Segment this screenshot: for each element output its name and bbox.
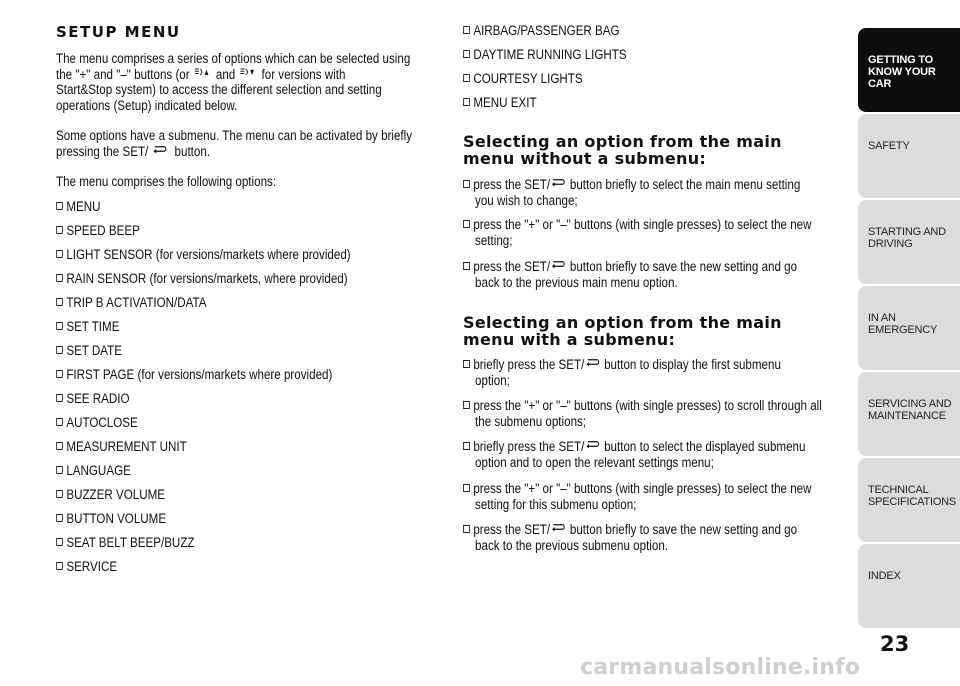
- list-item: AIRBAG/PASSENGER BAG: [463, 23, 620, 39]
- bullet-square-icon: [463, 525, 470, 533]
- bullet-square-icon: [463, 442, 470, 450]
- page-number: 23: [880, 632, 910, 656]
- bullet-square-icon: [463, 74, 470, 82]
- list-item: BUZZER VOLUME: [56, 487, 165, 503]
- light-down-icon: [239, 67, 254, 77]
- bullet-square-icon: [56, 202, 63, 210]
- bullet-square-icon: [463, 26, 470, 34]
- step-item: press the SET/ button briefly to select the main menu setting you wish to change;: [463, 177, 847, 208]
- list-item: SPEED BEEP: [56, 223, 140, 239]
- step-item: press the "+" or "–" buttons (with single presses) to select the new setting;: [463, 217, 847, 248]
- bullet-square-icon: [463, 401, 470, 409]
- list-item: MENU EXIT: [463, 95, 537, 111]
- tab-starting-and-driving[interactable]: STARTING AND DRIVING: [858, 200, 960, 284]
- tab-safety[interactable]: SAFETY: [858, 114, 960, 198]
- list-item: LIGHT SENSOR (for versions/markets where provided): [56, 247, 351, 263]
- step-item: briefly press the SET/ button to display the first submenu option;: [463, 357, 847, 388]
- bullet-square-icon: [56, 226, 63, 234]
- list-item: SEAT BELT BEEP/BUZZ: [56, 535, 195, 551]
- submenu-paragraph: Some options have a submenu. The menu can be activated by briefly pressing the SET/ button.: [56, 128, 413, 159]
- bullet-square-icon: [463, 484, 470, 492]
- list-item: MENU: [56, 199, 101, 215]
- bullet-square-icon: [56, 442, 63, 450]
- bullet-square-icon: [56, 322, 63, 330]
- list-item: COURTESY LIGHTS: [463, 71, 583, 87]
- intro-paragraph: The menu comprises a series of options which can be selected using the "+" and "–" buttons (or and for versions with Start&Stop system) to access the different selection and setting operations (Setup) indicated below.: [56, 51, 411, 113]
- list-item: MEASUREMENT UNIT: [56, 439, 187, 455]
- section-title: SETUP MENU: [56, 23, 181, 41]
- list-item: SEE RADIO: [56, 391, 130, 407]
- bullet-square-icon: [463, 98, 470, 106]
- list-item: LANGUAGE: [56, 463, 131, 479]
- tab-getting-to-know-your-car[interactable]: GETTING TO KNOW YOUR CAR: [858, 28, 960, 112]
- step-item: press the "+" or "–" buttons (with single presses) to select the new setting for this submenu option;: [463, 481, 847, 512]
- bullet-square-icon: [56, 370, 63, 378]
- step-item: press the "+" or "–" buttons (with single presses) to scroll through all the submenu options;: [463, 398, 847, 429]
- tab-in-an-emergency[interactable]: IN AN EMERGENCY: [858, 286, 960, 370]
- set-button-icon: [551, 522, 566, 532]
- bullet-square-icon: [56, 346, 63, 354]
- bullet-square-icon: [56, 250, 63, 258]
- set-button-icon: [551, 177, 566, 187]
- bullet-square-icon: [56, 394, 63, 402]
- watermark: carmanualsonline.info: [580, 655, 861, 680]
- list-item: SERVICE: [56, 559, 117, 575]
- bullet-square-icon: [56, 298, 63, 306]
- tab-index[interactable]: INDEX: [858, 544, 960, 628]
- list-item: FIRST PAGE (for versions/markets where provided): [56, 367, 332, 383]
- list-item: DAYTIME RUNNING LIGHTS: [463, 47, 627, 63]
- bullet-square-icon: [56, 466, 63, 474]
- set-button-icon: [585, 439, 600, 449]
- list-item: SET DATE: [56, 343, 122, 359]
- bullet-square-icon: [56, 418, 63, 426]
- bullet-square-icon: [56, 562, 63, 570]
- bullet-square-icon: [56, 490, 63, 498]
- heading-without-submenu: Selecting an option from the main menu without a submenu:: [463, 132, 782, 168]
- bullet-square-icon: [56, 538, 63, 546]
- list-item: BUTTON VOLUME: [56, 511, 166, 527]
- tab-technical-specifications[interactable]: TECHNICAL SPECIFICATIONS: [858, 458, 960, 542]
- bullet-square-icon: [463, 180, 470, 188]
- set-button-icon: [152, 144, 167, 154]
- set-button-icon: [585, 357, 600, 367]
- bullet-square-icon: [56, 274, 63, 282]
- heading-with-submenu: Selecting an option from the main menu with a submenu:: [463, 313, 782, 349]
- list-item: AUTOCLOSE: [56, 415, 138, 431]
- step-item: briefly press the SET/ button to select the displayed submenu option and to open the relevant settings menu;: [463, 439, 847, 470]
- list-item: SET TIME: [56, 319, 119, 335]
- list-item: TRIP B ACTIVATION/DATA: [56, 295, 207, 311]
- list-item: RAIN SENSOR (for versions/markets, where provided): [56, 271, 348, 287]
- light-up-icon: [194, 67, 209, 77]
- step-item: press the SET/ button briefly to save the new setting and go back to the previous submenu option.: [463, 522, 847, 553]
- step-item: press the SET/ button briefly to save the new setting and go back to the previous main menu option.: [463, 259, 847, 290]
- bullet-square-icon: [463, 50, 470, 58]
- options-intro: The menu comprises the following options:: [56, 174, 277, 189]
- bullet-square-icon: [463, 360, 470, 368]
- tab-servicing-and-maintenance[interactable]: SERVICING AND MAINTENANCE: [858, 372, 960, 456]
- bullet-square-icon: [463, 220, 470, 228]
- bullet-square-icon: [56, 514, 63, 522]
- set-button-icon: [551, 259, 566, 269]
- bullet-square-icon: [463, 262, 470, 270]
